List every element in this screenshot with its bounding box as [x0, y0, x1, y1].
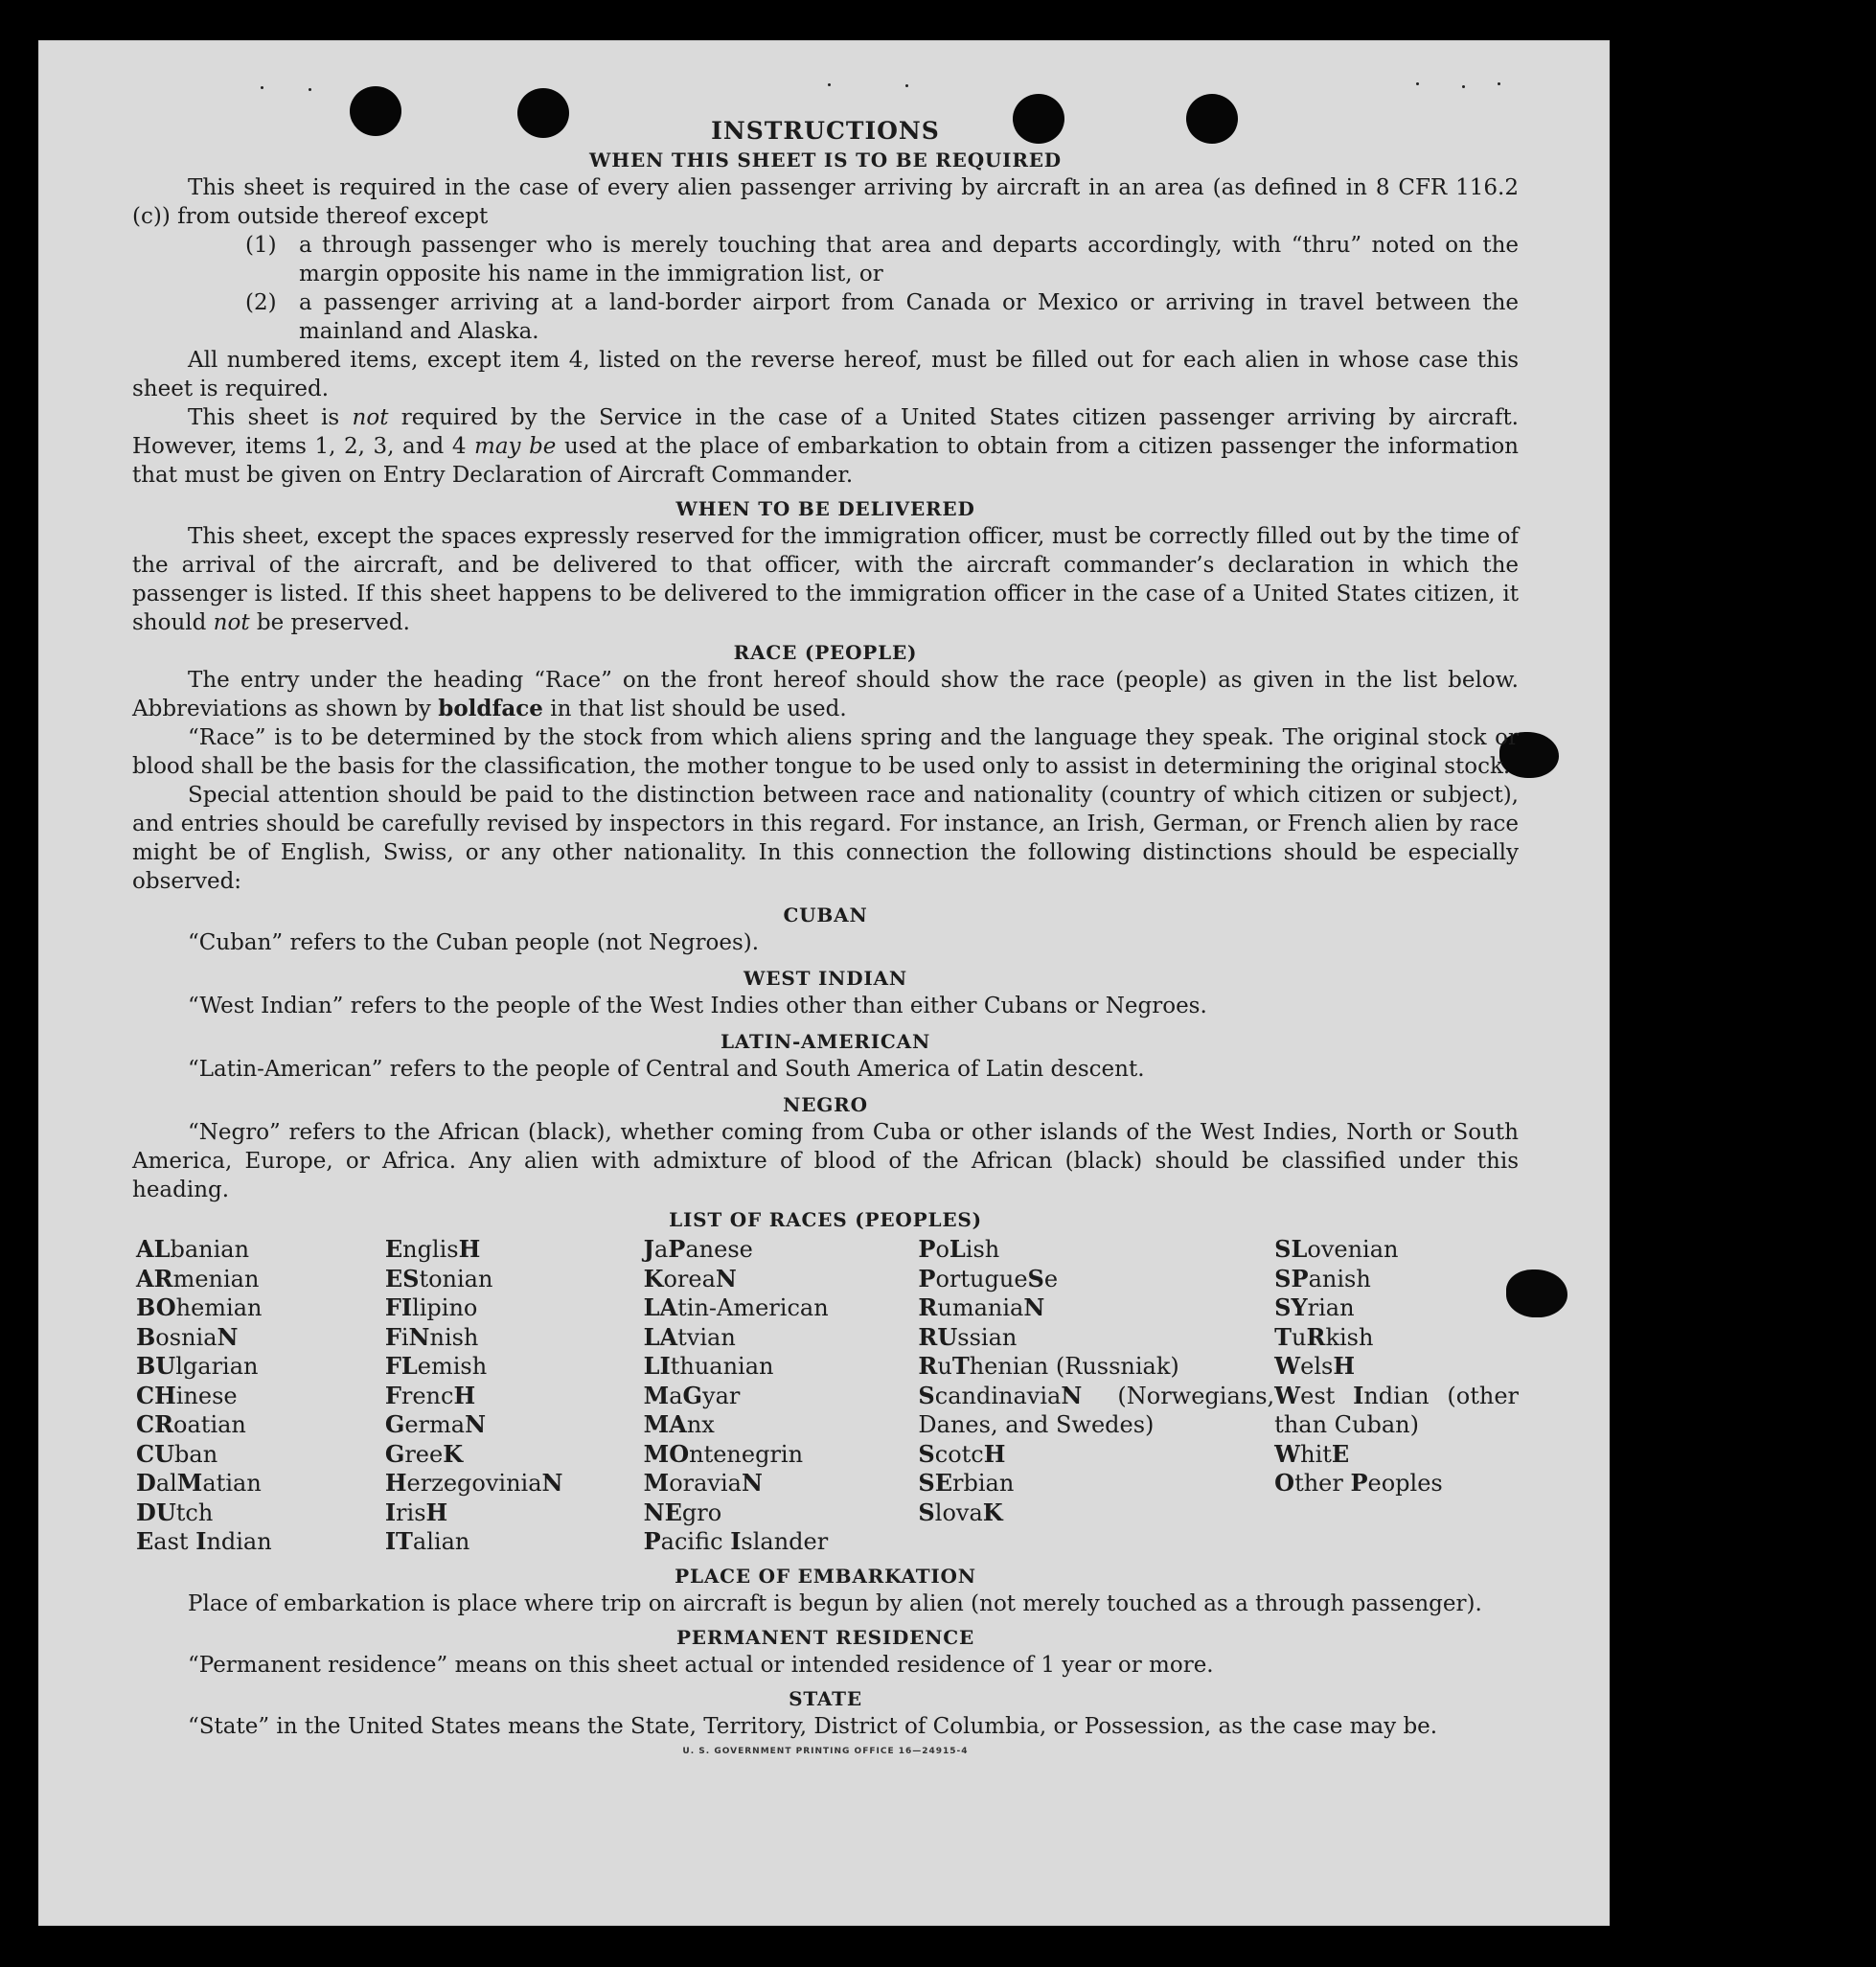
- race-entry: MaGyar: [643, 1381, 741, 1409]
- races-column-2: [385, 1235, 644, 1557]
- race-entry: SYrian: [1274, 1293, 1355, 1321]
- race-entry: GreeK: [384, 1439, 464, 1468]
- race-entry: PortugueSe: [918, 1264, 1059, 1292]
- races-column-3: [644, 1235, 919, 1557]
- paragraph-required-intro: This sheet is required in the case of every alien passenger arriving by aircraft in an area (as defined in 8 CFR 116.2 (c)) from outside thereof except: [132, 175, 1519, 229]
- race-entry: ALbanian: [136, 1235, 250, 1263]
- paragraph-latin-american: “Latin-American” refers to the people of Central and South America of Latin descent.: [188, 1057, 1145, 1082]
- race-entry: IrisH: [384, 1498, 448, 1526]
- heading-race: RACE (PEOPLE): [733, 641, 918, 664]
- speck: [261, 86, 263, 89]
- race-entry: East Indian: [136, 1527, 272, 1555]
- paragraph-race-nationality: Special attention should be paid to the distinction between race and nationality (country of which citizen or subject), and entries should be carefully revised by inspectors in this regard. For instance, an Irish, German, or French alien by race might be of English, Swiss, or any other nationality. In this connection the following distinctions should be especially observed:: [132, 783, 1519, 894]
- exception-text: a passenger arriving at a land-border airport from Canada or Mexico or arriving in travel between the mainland and Alaska.: [299, 290, 1519, 344]
- speck: [905, 84, 908, 87]
- race-entry: BUlgarian: [136, 1352, 259, 1380]
- race-entry: GermaN: [384, 1410, 486, 1438]
- race-entry: EnglisH: [384, 1235, 481, 1263]
- heading-when-required: WHEN THIS SHEET IS TO BE REQUIRED: [589, 149, 1062, 172]
- races-column-5: [1274, 1235, 1519, 1557]
- race-entry: WelsH: [1274, 1352, 1356, 1380]
- speck: [1462, 85, 1465, 88]
- race-entry: RUssian: [918, 1322, 1018, 1351]
- paragraph-permanent-residence: “Permanent residence” means on this sheet actual or intended residence of 1 year or more.: [188, 1652, 1214, 1678]
- race-entry: MoraviaN: [643, 1469, 763, 1497]
- race-entry: RuThenian (Russniak): [918, 1352, 1179, 1380]
- paragraph-negro: “Negro” refers to the African (black), whether coming from Cuba or other islands of the West Indies, North or South America, Europe, or Africa. Any alien with admixture of blood of the African (black) should be classified under this heading.: [132, 1120, 1519, 1202]
- race-entry: Other Peoples: [1274, 1469, 1443, 1497]
- race-entry: ARmenian: [136, 1264, 260, 1292]
- race-entry: FiNnish: [384, 1322, 479, 1351]
- race-entry: LIthuanian: [643, 1352, 774, 1380]
- paragraph-citizen: This sheet is not required by the Service in the case of a United States citizen passenger arriving by aircraft. However, items 1, 2, 3, and 4 may be used at the place of embarkation to obtain from a citizen passenger the information that must be given on Entry Declaration of Aircraft Commander.: [132, 405, 1519, 488]
- race-entry: FrencH: [384, 1381, 476, 1409]
- heading-permanent-residence: PERMANENT RESIDENCE: [675, 1625, 975, 1649]
- heading-state: STATE: [789, 1686, 862, 1710]
- race-entry: KoreaN: [643, 1264, 737, 1292]
- paragraph-state: “State” in the United States means the State, Territory, District of Columbia, or Possession, as the case may be.: [188, 1713, 1438, 1739]
- race-entry: CRoatian: [136, 1410, 246, 1438]
- race-entry: NEgro: [643, 1498, 722, 1526]
- race-entry: SlovaK: [918, 1498, 1003, 1526]
- heading-embarkation: PLACE OF EMBARKATION: [675, 1564, 976, 1588]
- paragraph-cuban: “Cuban” refers to the Cuban people (not Negroes).: [188, 930, 760, 955]
- races-column-1: [132, 1235, 385, 1557]
- race-entry: SLovenian: [1274, 1235, 1399, 1263]
- document-page: [38, 40, 1610, 1926]
- race-entry: ScandinaviaN (Norwegians, Danes, and Swedes): [918, 1381, 1275, 1438]
- race-entry: DalMatian: [136, 1469, 262, 1497]
- race-entry: HerzegoviniaN: [384, 1469, 563, 1497]
- page-title: INSTRUCTIONS: [711, 117, 940, 145]
- race-entry: CHinese: [136, 1381, 238, 1409]
- race-entry: West Indian (other than Cuban): [1274, 1381, 1520, 1438]
- heading-negro: NEGRO: [783, 1093, 868, 1116]
- race-entry: TuRkish: [1274, 1322, 1374, 1351]
- race-entry: BOhemian: [136, 1293, 263, 1321]
- exception-number: (1): [245, 233, 277, 258]
- race-entry: EStonian: [384, 1264, 493, 1292]
- heading-west-indian: WEST INDIAN: [744, 967, 907, 990]
- exception-item-2: [245, 288, 1519, 346]
- heading-cuban: CUBAN: [783, 903, 868, 926]
- paragraph-race-stock: “Race” is to be determined by the stock from which aliens spring and the language they speak. The original stock or blood shall be the basis for the classification, the mother tongue to be used only to assist in determining the original stock.: [132, 725, 1519, 779]
- exception-number: (2): [245, 290, 277, 315]
- heading-list-of-races: LIST OF RACES (PEOPLES): [669, 1208, 982, 1231]
- speck: [828, 83, 831, 86]
- race-entry: LAtvian: [643, 1322, 736, 1351]
- race-entry: MOntenegrin: [643, 1439, 804, 1468]
- race-entry: RumaniaN: [918, 1293, 1045, 1321]
- heading-when-delivered: WHEN TO BE DELIVERED: [675, 497, 975, 520]
- race-entry: JaPanese: [643, 1235, 753, 1263]
- races-column-4: [918, 1235, 1274, 1557]
- races-list: [132, 1235, 1519, 1557]
- instructions-content: [132, 117, 1519, 1756]
- speck: [1416, 82, 1419, 85]
- paragraph-delivery: This sheet, except the spaces expressly reserved for the immigration officer, must be correctly filled out by the time of the arrival of the aircraft, and be delivered to that officer, with the aircraft commander’s declaration in which the passenger is listed. If this sheet happens to be delivered to the immigration officer in the case of a United States citizen, it should not be preserved.: [132, 524, 1519, 635]
- race-entry: Pacific Islander: [643, 1527, 829, 1555]
- race-entry: DUtch: [136, 1498, 214, 1526]
- race-entry: FLemish: [384, 1352, 488, 1380]
- printing-office-footer: U. S. GOVERNMENT PRINTING OFFICE 16—24915-4: [682, 1746, 969, 1756]
- speck: [1498, 82, 1500, 85]
- paragraph-race-entry: The entry under the heading “Race” on the front hereof should show the race (people) as given in the list below. Abbreviations as shown by boldface in that list should be used.: [132, 668, 1519, 721]
- race-entry: LAtin-American: [643, 1293, 829, 1321]
- race-entry: WhitE: [1274, 1439, 1350, 1468]
- exception-text: a through passenger who is merely touching that area and departs accordingly, with “thru” noted on the margin opposite his name in the immigration list, or: [299, 233, 1519, 286]
- paragraph-west-indian: “West Indian” refers to the people of the West Indies other than either Cubans or Negroes.: [188, 994, 1207, 1018]
- race-entry: MAnx: [643, 1410, 715, 1438]
- race-entry: SPanish: [1274, 1264, 1371, 1292]
- race-entry: PoLish: [918, 1235, 1000, 1263]
- race-entry: ITalian: [384, 1527, 470, 1555]
- race-entry: BosniaN: [136, 1322, 239, 1351]
- race-entry: CUban: [136, 1439, 218, 1468]
- paragraph-embarkation: Place of embarkation is place where trip on aircraft is begun by alien (not merely touched as a through passenger).: [188, 1590, 1482, 1616]
- speck: [309, 88, 311, 91]
- heading-latin-american: LATIN-AMERICAN: [720, 1030, 931, 1053]
- paragraph-numbered-items: All numbered items, except item 4, listed on the reverse hereof, must be filled out for each alien in whose case this sheet is required.: [132, 348, 1519, 401]
- race-entry: FIlipino: [384, 1293, 478, 1321]
- race-entry: ScotcH: [918, 1439, 1006, 1468]
- exception-item-1: [245, 231, 1519, 288]
- race-entry: SErbian: [918, 1469, 1015, 1497]
